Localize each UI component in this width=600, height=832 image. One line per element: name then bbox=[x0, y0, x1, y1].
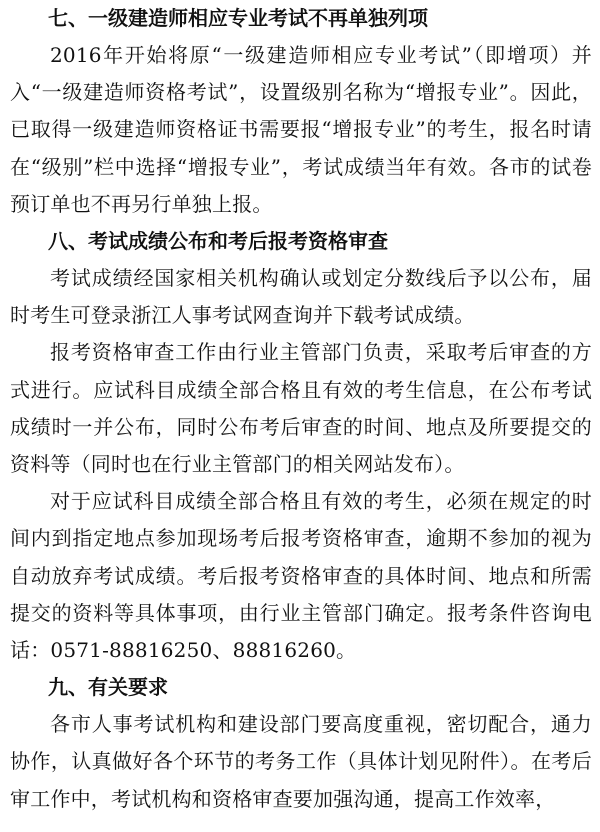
document-page bbox=[10, 0, 592, 818]
paragraph-8-2: 报考资格审查工作由行业主管部门负责，采取考后审查的方式进行。应试科目成绩全部合格且有效的考生信息，在公布考试成绩时一并公布，同时公布考后审查的时间、地点及所要提交的资料等（同时也在行业主管部门的相关网站发布）。 bbox=[10, 340, 592, 477]
paragraph-7-1: 2016年开始将原“一级建造师相应专业考试”（即增项）并入“一级建造师资格考试”，设置级别名称为“增报专业”。因此，已取得一级建造师资格证书需要报“增报专业”的考生，报名时请在“级别”栏中选择“增报专业”，考试成绩当年有效。各市的试卷预订单也不再另行单独上报。 bbox=[10, 43, 592, 216]
section-heading-8: 八、考试成绩公布和考后报考资格审查 bbox=[48, 229, 388, 254]
section-heading-9: 九、有关要求 bbox=[48, 675, 168, 700]
paragraph-8-3: 对于应试科目成绩全部合格且有效的考生，必须在规定的时间内到指定地点参加现场考后报考资格审查，逾期不参加的视为自动放弃考试成绩。考后报考资格审查的具体时间、地点和所需提交的资料等具体事项，由行业主管部门确定。报考条件咨询电话：0571-88816250、88816260。 bbox=[10, 489, 592, 663]
section-heading-7: 七、一级建造师相应专业考试不再单独列项 bbox=[48, 6, 428, 30]
paragraph-9-1: 各市人事考试机构和建设部门要高度重视，密切配合，通力协作，认真做好各个环节的考务工作（具体计划见附件）。在考后审工作中，考试机构和资格审查要加强沟通，提高工作效率， bbox=[10, 712, 592, 811]
paragraph-8-1: 考试成绩经国家相关机构确认或划定分数线后予以公布，届时考生可登录浙江人事考试网查询并下载考试成绩。 bbox=[10, 266, 592, 328]
